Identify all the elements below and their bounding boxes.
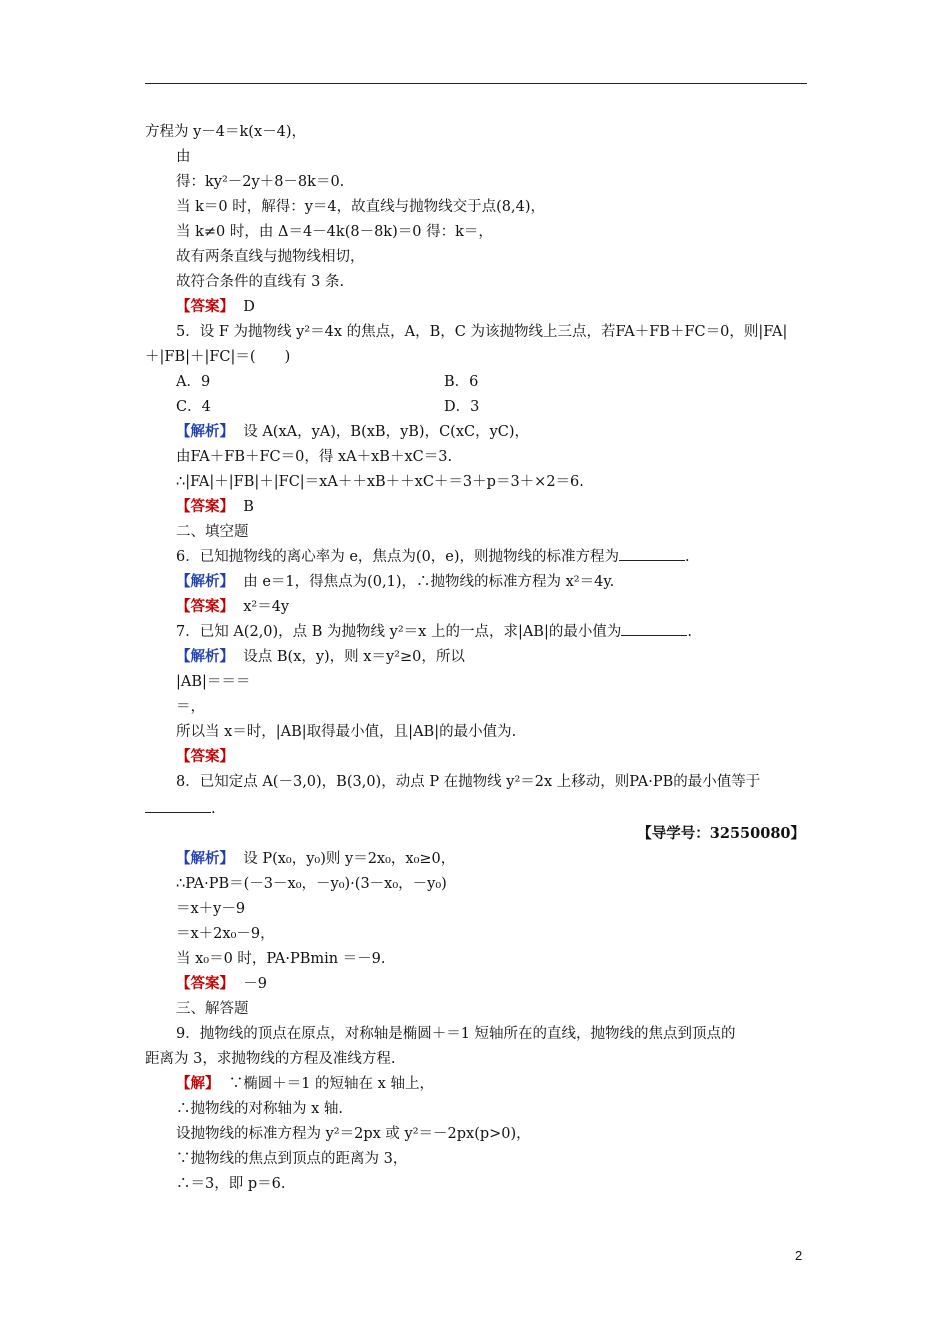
text-line: 距离为 3，求抛物线的方程及准线方程.	[145, 1051, 396, 1067]
text-line: 当 k≠0 时，由 Δ＝4－4k(8－8k)＝0 得：k＝，	[176, 224, 493, 240]
text-line: 当 k＝0 时，解得：y＝4，故直线与抛物线交于点(8,4)，	[176, 199, 546, 215]
text-line: |AB|＝＝＝	[176, 674, 251, 690]
text-line: 所以当 x＝时，|AB|取得最小值，且|AB|的最小值为.	[176, 724, 517, 740]
answer-tag: 【答案】	[176, 598, 234, 615]
analysis-tag: 【解析】	[176, 648, 234, 665]
analysis-tag: 【解析】	[176, 423, 234, 440]
analysis-line	[176, 572, 614, 592]
text-line: ＋|FB|＋|FC|＝( )	[145, 349, 291, 365]
answer-value: B	[243, 499, 254, 515]
analysis-text: 由 e＝1，得焦点为(0,1)，∴抛物线的标准方程为 x²＝4y.	[243, 574, 615, 590]
answer-line	[176, 297, 255, 317]
text-line: 设抛物线的标准方程为 y²＝2px 或 y²＝－2px(p>0)，	[176, 1126, 531, 1142]
analysis-tag: 【解析】	[176, 850, 234, 867]
answer-tag: 【答案】	[176, 498, 234, 515]
option-c: C．4	[176, 399, 211, 415]
text-line: ＝x＋2x₀－9，	[176, 926, 275, 942]
question-8-blank-line	[145, 799, 216, 819]
answer-value: D	[243, 299, 255, 315]
question-7	[176, 622, 692, 642]
text-line: 当 x₀＝0 时，PA·PBmin ＝－9.	[176, 951, 386, 967]
analysis-text: 设点 B(x，y)，则 x＝y²≥0，所以	[243, 649, 465, 665]
text-line: ∴PA·PB＝(－3－x₀，－y₀)·(3－x₀，－y₀)	[176, 876, 447, 892]
fill-blank	[145, 800, 211, 813]
fill-blank	[619, 548, 685, 561]
analysis-line	[176, 422, 529, 442]
section-heading: 二、填空题	[176, 524, 249, 540]
text-line: 故有两条直线与抛物线相切，	[176, 249, 365, 265]
analysis-line	[176, 647, 465, 667]
period: .	[685, 549, 690, 565]
answer-value: －9	[243, 976, 267, 992]
answer-tag: 【答案】	[176, 975, 234, 992]
analysis-text: 设 A(xA，yA)，B(xB，yB)，C(xC，yC)，	[243, 424, 530, 440]
question-text: 7．已知 A(2,0)，点 B 为抛物线 y²＝x 上的一点，求|AB|的最小值为	[176, 624, 622, 640]
text-line: 由FA＋FB＋FC＝0，得 xA＋xB＋xC＝3.	[176, 449, 453, 465]
answer-line	[176, 497, 254, 517]
text-line: ∴抛物线的对称轴为 x 轴.	[176, 1101, 344, 1117]
text-line: ∴＝3，即 p＝6.	[176, 1176, 286, 1192]
text-line: ∵抛物线的焦点到顶点的距离为 3，	[176, 1151, 408, 1167]
answer-tag: 【答案】	[176, 298, 234, 315]
answer-line	[176, 597, 289, 617]
text-line: ＝x＋y－9	[176, 901, 246, 917]
solution-text: ∵椭圆＋＝1 的短轴在 x 轴上，	[228, 1076, 434, 1092]
options-row	[176, 397, 211, 417]
answer-value: x²＝4y	[243, 599, 290, 615]
question-text: 6．已知抛物线的离心率为 e，焦点为(0，e)，则抛物线的标准方程为	[176, 549, 620, 565]
option-b: B．6	[444, 374, 479, 390]
question-6	[176, 547, 690, 567]
fill-blank	[621, 623, 687, 636]
text-line: 方程为 y－4＝k(x－4)，	[145, 124, 307, 140]
page-number: 2	[795, 1248, 803, 1263]
question-9: 9．抛物线的顶点在原点，对称轴是椭圆＋＝1 短轴所在的直线，抛物线的焦点到顶点的	[176, 1026, 736, 1042]
guide-number: 【导学号：32550080】	[637, 825, 805, 842]
analysis-tag: 【解析】	[176, 573, 234, 590]
options-row	[176, 372, 210, 392]
analysis-text: 设 P(x₀，y₀)则 y＝2x₀，x₀≥0，	[243, 851, 456, 867]
analysis-line	[176, 849, 455, 869]
section-heading: 三、解答题	[176, 1001, 249, 1017]
option-a: A．9	[176, 374, 211, 390]
answer-line	[176, 747, 234, 767]
text-line: ∴|FA|＋|FB|＋|FC|＝xA＋＋xB＋＋xC＋＝3＋p＝3＋×2＝6.	[176, 474, 584, 490]
text-line: 故符合条件的直线有 3 条.	[176, 274, 345, 290]
text-line: ＝，	[176, 699, 205, 715]
text-line: 得：ky²－2y＋8－8k＝0.	[176, 174, 345, 190]
option-d: D．3	[444, 399, 480, 415]
text-line: 由	[176, 149, 191, 165]
solution-line	[176, 1074, 434, 1094]
question-5: 5．设 F 为抛物线 y²＝4x 的焦点，A，B，C 为该抛物线上三点，若FA＋FB＋FC＝0，则|FA|	[176, 324, 788, 340]
answer-tag: 【答案】	[176, 748, 234, 765]
header-rule	[145, 83, 807, 84]
question-8: 8．已知定点 A(－3,0)，B(3,0)，动点 P 在抛物线 y²＝2x 上移动，则PA·PB的最小值等于	[176, 774, 761, 790]
period: .	[687, 624, 692, 640]
answer-line	[176, 974, 267, 994]
solution-tag: 【解】	[176, 1075, 220, 1092]
period: .	[211, 801, 216, 817]
